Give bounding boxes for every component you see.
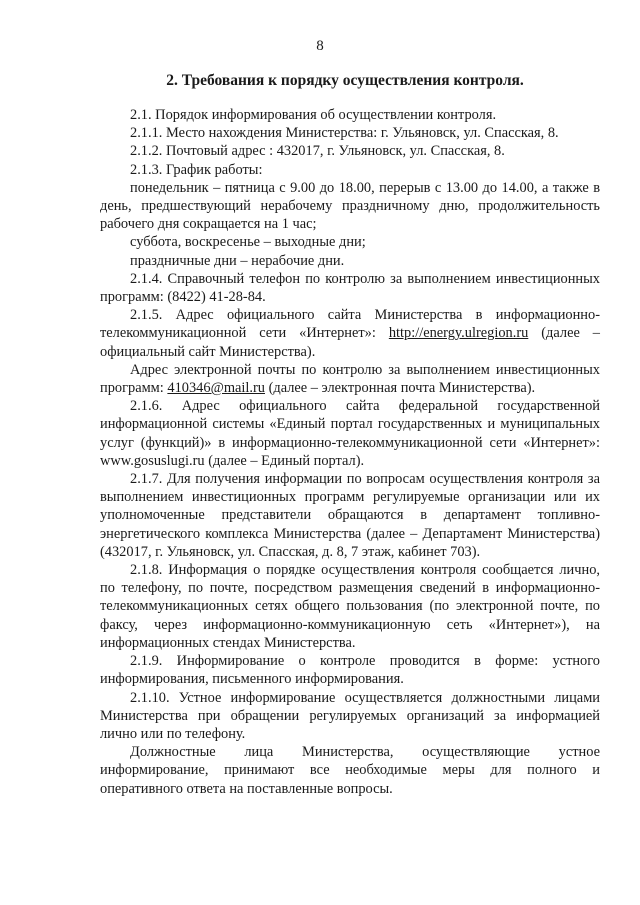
paragraph-2-1-5 (100, 306, 600, 361)
ministry-website-link[interactable]: http://energy.ulregion.ru (388, 325, 529, 342)
officials-paragraph: Должностные лица Министерства, осуществляющие устное информирование, принимают все необходимые меры для полного и оперативного ответа на поставленные вопросы. (100, 744, 600, 797)
ministry-email-link[interactable]: 410346@mail.ru (167, 380, 265, 397)
paragraph-2-1-5-tail: (далее – официальный сайт Министерства). (100, 325, 600, 360)
email-paragraph-tail: (далее – электронная почта Министерства). (264, 380, 536, 397)
paragraph-2-1: 2.1. Порядок информирования об осуществлении контроля. (130, 107, 497, 123)
paragraph-2-1-6: 2.1.6. Адрес официального сайта федеральной государственной информационной системы «Единый портал государственных и муниципальных услуг (функций)» в информационно-телекоммуникационной сети «Интернет»: www.gosuslugi.ru (далее – Единый портал). (100, 398, 600, 469)
paragraph-2-1-1: 2.1.1. Место нахождения Министерства: г. Ульяновск, ул. Спасская, 8. (130, 125, 559, 142)
document-body (100, 106, 600, 798)
paragraph-2-1-7: 2.1.7. Для получения информации по вопросам осуществления контроля за выполнением инвестиционных программ регулируемые организации или их уполномоченные представители обращаются в департамент топливно-энергетического комплекса Министерства (далее – Департамент Министерства) (432017, г. Ульяновск, ул. Спасская, д. 8, 7 этаж, кабинет 703). (100, 471, 600, 560)
paragraph-2-1-9: 2.1.9. Информирование о контроле проводится в форме: устного информирования, письменного информирования. (100, 653, 600, 688)
paragraph-2-1-3: 2.1.3. График работы: (130, 161, 263, 178)
paragraph-2-1-2: 2.1.2. Почтовый адрес : 432017, г. Ульяновск, ул. Спасская, 8. (130, 143, 505, 160)
paragraph-2-1-4: 2.1.4. Справочный телефон по контролю за выполнением инвестиционных программ: (8422) 41-28-84. (100, 270, 600, 306)
schedule-weekdays: понедельник – пятница с 9.00 до 18.00, перерыв с 13.00 до 14.00, а также в день, предшествующий нерабочему праздничному дню, продолжительность рабочего дня сокращается на 1 час; (100, 179, 600, 233)
paragraph-2-1-5-text: 2.1.5. Адрес официального сайта Министерства в информационно-телекоммуникационной сети «Интернет»: (100, 307, 600, 342)
schedule-holidays: праздничные дни – нерабочие дни. (130, 252, 345, 269)
page-number: 8 (316, 38, 324, 54)
email-paragraph-text: Адрес электронной почты по контролю за выполнением инвестиционных программ: (100, 361, 600, 397)
email-paragraph (100, 361, 600, 397)
section-heading: 2. Требования к порядку осуществления контроля. (166, 72, 524, 89)
paragraph-2-1-10: 2.1.10. Устное информирование осуществляется должностными лицами Министерства при обращении регулируемых организаций за информацией лично или по телефону. (100, 689, 600, 742)
schedule-weekend: суббота, воскресенье – выходные дни; (130, 234, 366, 251)
paragraph-2-1-8: 2.1.8. Информация о порядке осуществления контроля сообщается лично, по телефону, по почте, посредством размещения сведений в информационно-телекоммуникационных сетях общего пользования (по электронной почте, по факсу, через информационно-коммуникационную сеть «Интернет»), на информационных стендах Министерства. (100, 562, 600, 651)
